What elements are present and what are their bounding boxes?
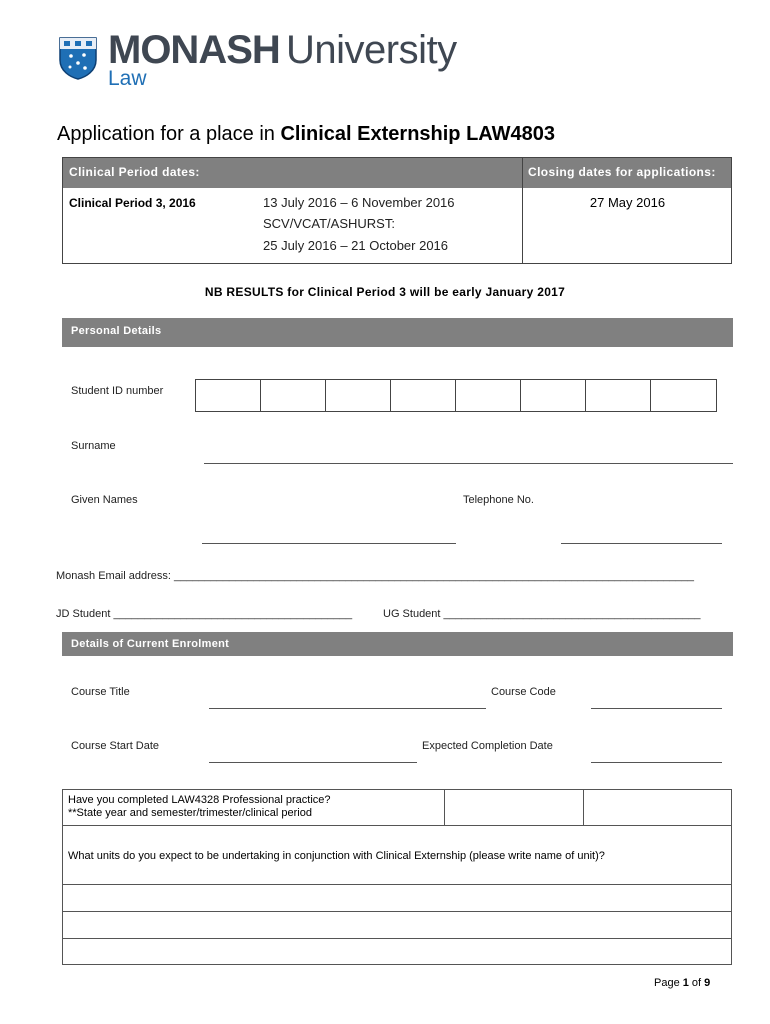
student-id-digit-3[interactable] xyxy=(326,380,391,411)
clinical-period-dates-heading: Clinical Period dates: xyxy=(69,165,200,179)
scv-label: SCV/VCAT/ASHURST: xyxy=(263,216,395,231)
closing-date: 27 May 2016 xyxy=(589,195,666,210)
clinical-period-label: Clinical Period 3, 2016 xyxy=(69,196,196,210)
student-id-label: Student ID number xyxy=(71,385,164,397)
page-total: 9 xyxy=(704,977,711,989)
telephone-field[interactable] xyxy=(561,543,722,544)
course-start-date-field[interactable] xyxy=(209,762,417,763)
student-id-digit-7[interactable] xyxy=(586,380,651,411)
student-id-digit-4[interactable] xyxy=(391,380,456,411)
student-id-digit-6[interactable] xyxy=(521,380,586,411)
course-code-label: Course Code xyxy=(491,686,556,698)
closing-dates-heading: Closing dates for applications: xyxy=(528,165,716,179)
row-divider-4 xyxy=(63,938,731,939)
course-title-label: Course Title xyxy=(71,686,130,698)
student-id-digit-1[interactable] xyxy=(196,380,261,411)
logo-monash-text: MONASH xyxy=(108,28,280,72)
surname-label: Surname xyxy=(71,440,116,452)
logo-university-text: University xyxy=(286,28,457,72)
ug-student-field[interactable]: UG Student __________________________________________ xyxy=(383,608,701,620)
course-start-date-label: Course Start Date xyxy=(71,740,160,752)
units-question: What units do you expect to be undertaking in conjunction with Clinical Externship (please write name of unit)? xyxy=(68,850,605,862)
page-number xyxy=(654,977,710,989)
nb-results-note: NB RESULTS for Clinical Period 3 will be early January 2017 xyxy=(204,285,566,299)
dates-table-header xyxy=(63,158,731,188)
monash-crest-icon xyxy=(58,36,98,80)
telephone-label: Telephone No. xyxy=(463,494,534,506)
law4328-question xyxy=(68,794,331,820)
row-divider-2 xyxy=(63,884,731,885)
questions-table xyxy=(62,789,732,965)
law4328-question-line1: Have you completed LAW4328 Professional practice? xyxy=(68,794,331,806)
surname-field[interactable] xyxy=(204,463,733,464)
student-id-digit-5[interactable] xyxy=(456,380,521,411)
q1-divider-2 xyxy=(583,790,584,825)
student-id-digit-2[interactable] xyxy=(261,380,326,411)
page-title xyxy=(57,122,555,146)
logo-law-text: Law xyxy=(108,67,147,90)
row-divider-3 xyxy=(63,911,731,912)
title-bold: Clinical Externship LAW4803 xyxy=(280,123,555,145)
page-prefix: Page xyxy=(654,977,683,989)
period-dates: 13 July 2016 – 6 November 2016 xyxy=(263,195,455,210)
q1-divider-1 xyxy=(444,790,445,825)
page-current: 1 xyxy=(682,977,689,989)
clinical-dates-table xyxy=(62,157,732,264)
scv-dates: 25 July 2016 – 21 October 2016 xyxy=(263,238,449,253)
row-divider-1 xyxy=(63,825,731,826)
title-prefix: Application for a place in xyxy=(57,123,281,145)
dates-divider xyxy=(522,158,523,263)
course-code-field[interactable] xyxy=(591,708,722,709)
personal-details-heading: Personal Details xyxy=(62,318,733,347)
current-enrolment-heading: Details of Current Enrolment xyxy=(62,632,733,656)
law4328-question-line2: **State year and semester/trimester/clinical period xyxy=(68,807,312,819)
student-id-digit-8[interactable] xyxy=(651,380,716,411)
course-title-field[interactable] xyxy=(209,708,486,709)
student-id-boxes xyxy=(195,379,717,412)
expected-completion-field[interactable] xyxy=(591,762,722,763)
given-names-field[interactable] xyxy=(202,543,456,544)
monash-email-field[interactable]: Monash Email address: _____________________________________________________________________________________ xyxy=(56,570,694,582)
given-names-label: Given Names xyxy=(71,494,138,506)
expected-completion-label: Expected Completion Date xyxy=(422,740,553,752)
page-of: of xyxy=(688,977,705,989)
jd-student-field[interactable]: JD Student _______________________________________ xyxy=(56,608,353,620)
